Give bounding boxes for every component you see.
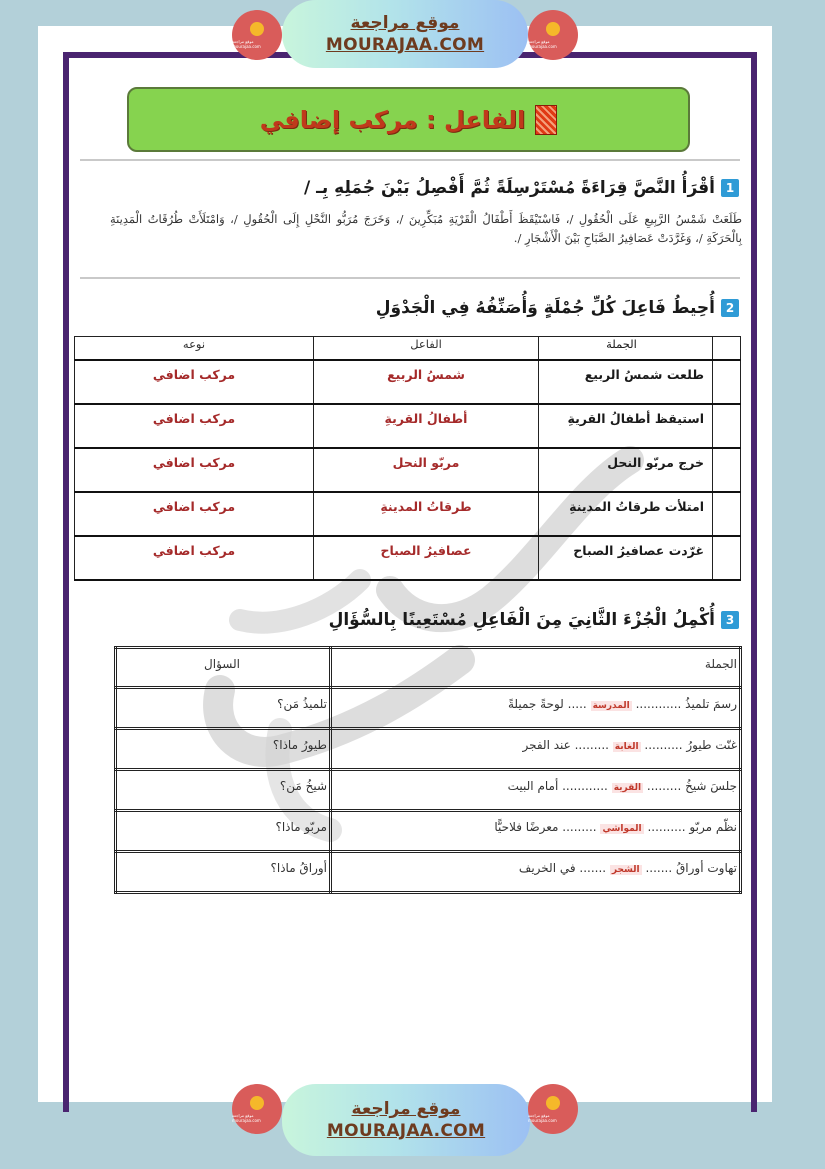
site-banner-top[interactable] <box>282 0 528 68</box>
row-index-cell <box>713 492 741 536</box>
row-index-cell <box>713 448 741 492</box>
subject-cell: أطفالُ القريةِ <box>314 404 539 448</box>
table-row <box>75 448 741 492</box>
header-sentence: الجملة <box>539 337 713 360</box>
sentence-after: ......... عند الفجر <box>522 738 609 752</box>
header-subject: الفاعل <box>314 337 539 360</box>
banner-arabic: موقع مراجعة <box>351 1099 461 1119</box>
row-index-cell <box>713 536 741 580</box>
sentence-after: ......... معرضًا فلاحيًّا <box>494 820 597 834</box>
answer-fill: المدرسة <box>592 701 630 711</box>
banner-latin: MOURAJAA.COM <box>325 35 485 55</box>
logo-text: موقع مراجعة mourajaa.com <box>232 1112 261 1123</box>
sentence-before: غنّت طيورُ .......... <box>644 738 737 752</box>
sentence-before: جلسَ شيخُ ......... <box>646 779 737 793</box>
divider <box>80 159 740 161</box>
sentence-after: ..... لوحةً جميلةً <box>507 697 587 711</box>
table-row <box>75 404 741 448</box>
logo-text: موقع مراجعة mourajaa.com <box>528 38 557 49</box>
table-header-row <box>75 337 741 360</box>
logo-icon <box>250 22 264 36</box>
title-square-icon <box>535 105 557 135</box>
answer-fill: القرية <box>613 783 642 793</box>
divider <box>80 277 740 279</box>
row-index-cell <box>713 404 741 448</box>
banner-arabic: موقع مراجعة <box>350 13 460 33</box>
site-banner-bottom[interactable] <box>282 1084 530 1156</box>
sentence-cell <box>331 729 741 770</box>
logo-text: موقع مراجعة mourajaa.com <box>232 38 261 49</box>
question-cell: تلميذُ مَن؟ <box>116 688 331 729</box>
section-number-badge: 2 <box>721 299 739 317</box>
sentence-cell: خرج مربّو النحل <box>539 448 713 492</box>
section1-heading <box>304 178 739 198</box>
header-type: نوعه <box>75 337 314 360</box>
lesson-title-box <box>127 87 690 152</box>
reading-passage: طَلَعَتْ شَمْسُ الرَّبِيعِ عَلَى الْحُقُولِ /، فَاسْتَيْقَظَ أَطْفَالُ الْقَرْيَةِ مُبَكِّرِينَ /، وَخَرَجَ مُرَبُّو النَّحْلِ إِلَى الْحُقُولِ /، وَامْتَلَأَتْ طُرُقَاتُ الْمَدِينَةِ بِالْحَرَكَةِ /، وَغَرَّدَتْ عَصَافِيرُ الصَّبَاحِ بَيْنَ الْأَشْجَارِ /. <box>110 212 742 245</box>
table-row <box>75 360 741 404</box>
sentence-after: ....... في الخريف <box>518 861 607 875</box>
question-cell: شيخُ مَن؟ <box>116 770 331 811</box>
section3-instruction: أُكْمِلُ الْجُزْءَ الثَّانِيَ مِنَ الْفَاعِلِ مُسْتَعِينًا بِالسُّؤَالِ <box>328 610 715 630</box>
lesson-title: الفاعل : مركب إضافي <box>259 105 526 134</box>
site-logo-right[interactable] <box>528 1084 578 1134</box>
sentence-cell <box>331 811 741 852</box>
sentence-before: رسمَ تلميذُ ............ <box>635 697 737 711</box>
sentence-cell <box>331 770 741 811</box>
table-row <box>116 852 741 893</box>
answer-fill: الشجر <box>611 865 640 875</box>
type-cell: مركب اضافي <box>75 404 314 448</box>
subject-cell: شمسُ الربيع <box>314 360 539 404</box>
type-cell: مركب اضافي <box>75 536 314 580</box>
subject-classification-table <box>74 336 741 581</box>
sentence-cell: امتلأت طرقاتُ المدينةِ <box>539 492 713 536</box>
header-question: السؤال <box>116 648 331 688</box>
header-sentence: الجملة <box>331 648 741 688</box>
table-row <box>116 688 741 729</box>
complete-subject-table <box>114 646 742 894</box>
sentence-before: نظّم مربّو .......... <box>647 820 737 834</box>
table-header-row <box>116 648 741 688</box>
sentence-cell <box>331 852 741 893</box>
question-cell: أوراقُ ماذا؟ <box>116 852 331 893</box>
logo-icon <box>546 22 560 36</box>
answer-fill: الغابة <box>614 742 639 752</box>
table-row <box>75 536 741 580</box>
sentence-cell: طلعت شمسُ الربيع <box>539 360 713 404</box>
question-cell: مربّو ماذا؟ <box>116 811 331 852</box>
sentence-cell: غرّدت عصافيرُ الصباح <box>539 536 713 580</box>
answer-fill: المواشي <box>602 824 642 834</box>
section-number-badge: 1 <box>721 179 739 197</box>
site-logo-left[interactable] <box>232 1084 282 1134</box>
subject-cell: عصافيرُ الصباح <box>314 536 539 580</box>
banner-latin: MOURAJAA.COM <box>326 1121 486 1141</box>
subject-cell: طرقاتُ المدينةِ <box>314 492 539 536</box>
sentence-after: ............ أمام البيت <box>507 779 608 793</box>
table-row <box>116 770 741 811</box>
subject-cell: مربّو النحل <box>314 448 539 492</box>
section-number-badge: 3 <box>721 611 739 629</box>
logo-icon <box>546 1096 560 1110</box>
sentence-cell <box>331 688 741 729</box>
section2-heading <box>376 298 739 318</box>
section3-heading <box>329 610 739 630</box>
sentence-before: تهاوت أوراقُ ....... <box>645 861 737 875</box>
type-cell: مركب اضافي <box>75 448 314 492</box>
table-row <box>75 492 741 536</box>
section1-instruction: أقْرَأُ النَّصَّ قِرَاءَةً مُسْتَرْسِلَةً ثُمَّ أَفْصِلُ بَيْنَ جُمَلِهِ بِـ / <box>303 178 715 198</box>
table-row <box>116 729 741 770</box>
header-index <box>713 337 741 360</box>
site-logo-right[interactable] <box>528 10 578 60</box>
row-index-cell <box>713 360 741 404</box>
sentence-cell: استيقظ أطفالُ القريةِ <box>539 404 713 448</box>
table-row <box>116 811 741 852</box>
section2-instruction: أُحِيطُ فَاعِلَ كُلِّ جُمْلَةٍ وَأُصَنِّفُهُ فِي الْجَدْوَلِ <box>375 298 715 318</box>
type-cell: مركب اضافي <box>75 492 314 536</box>
type-cell: مركب اضافي <box>75 360 314 404</box>
question-cell: طيورُ ماذا؟ <box>116 729 331 770</box>
site-logo-left[interactable] <box>232 10 282 60</box>
logo-text: موقع مراجعة mourajaa.com <box>528 1112 557 1123</box>
logo-icon <box>250 1096 264 1110</box>
